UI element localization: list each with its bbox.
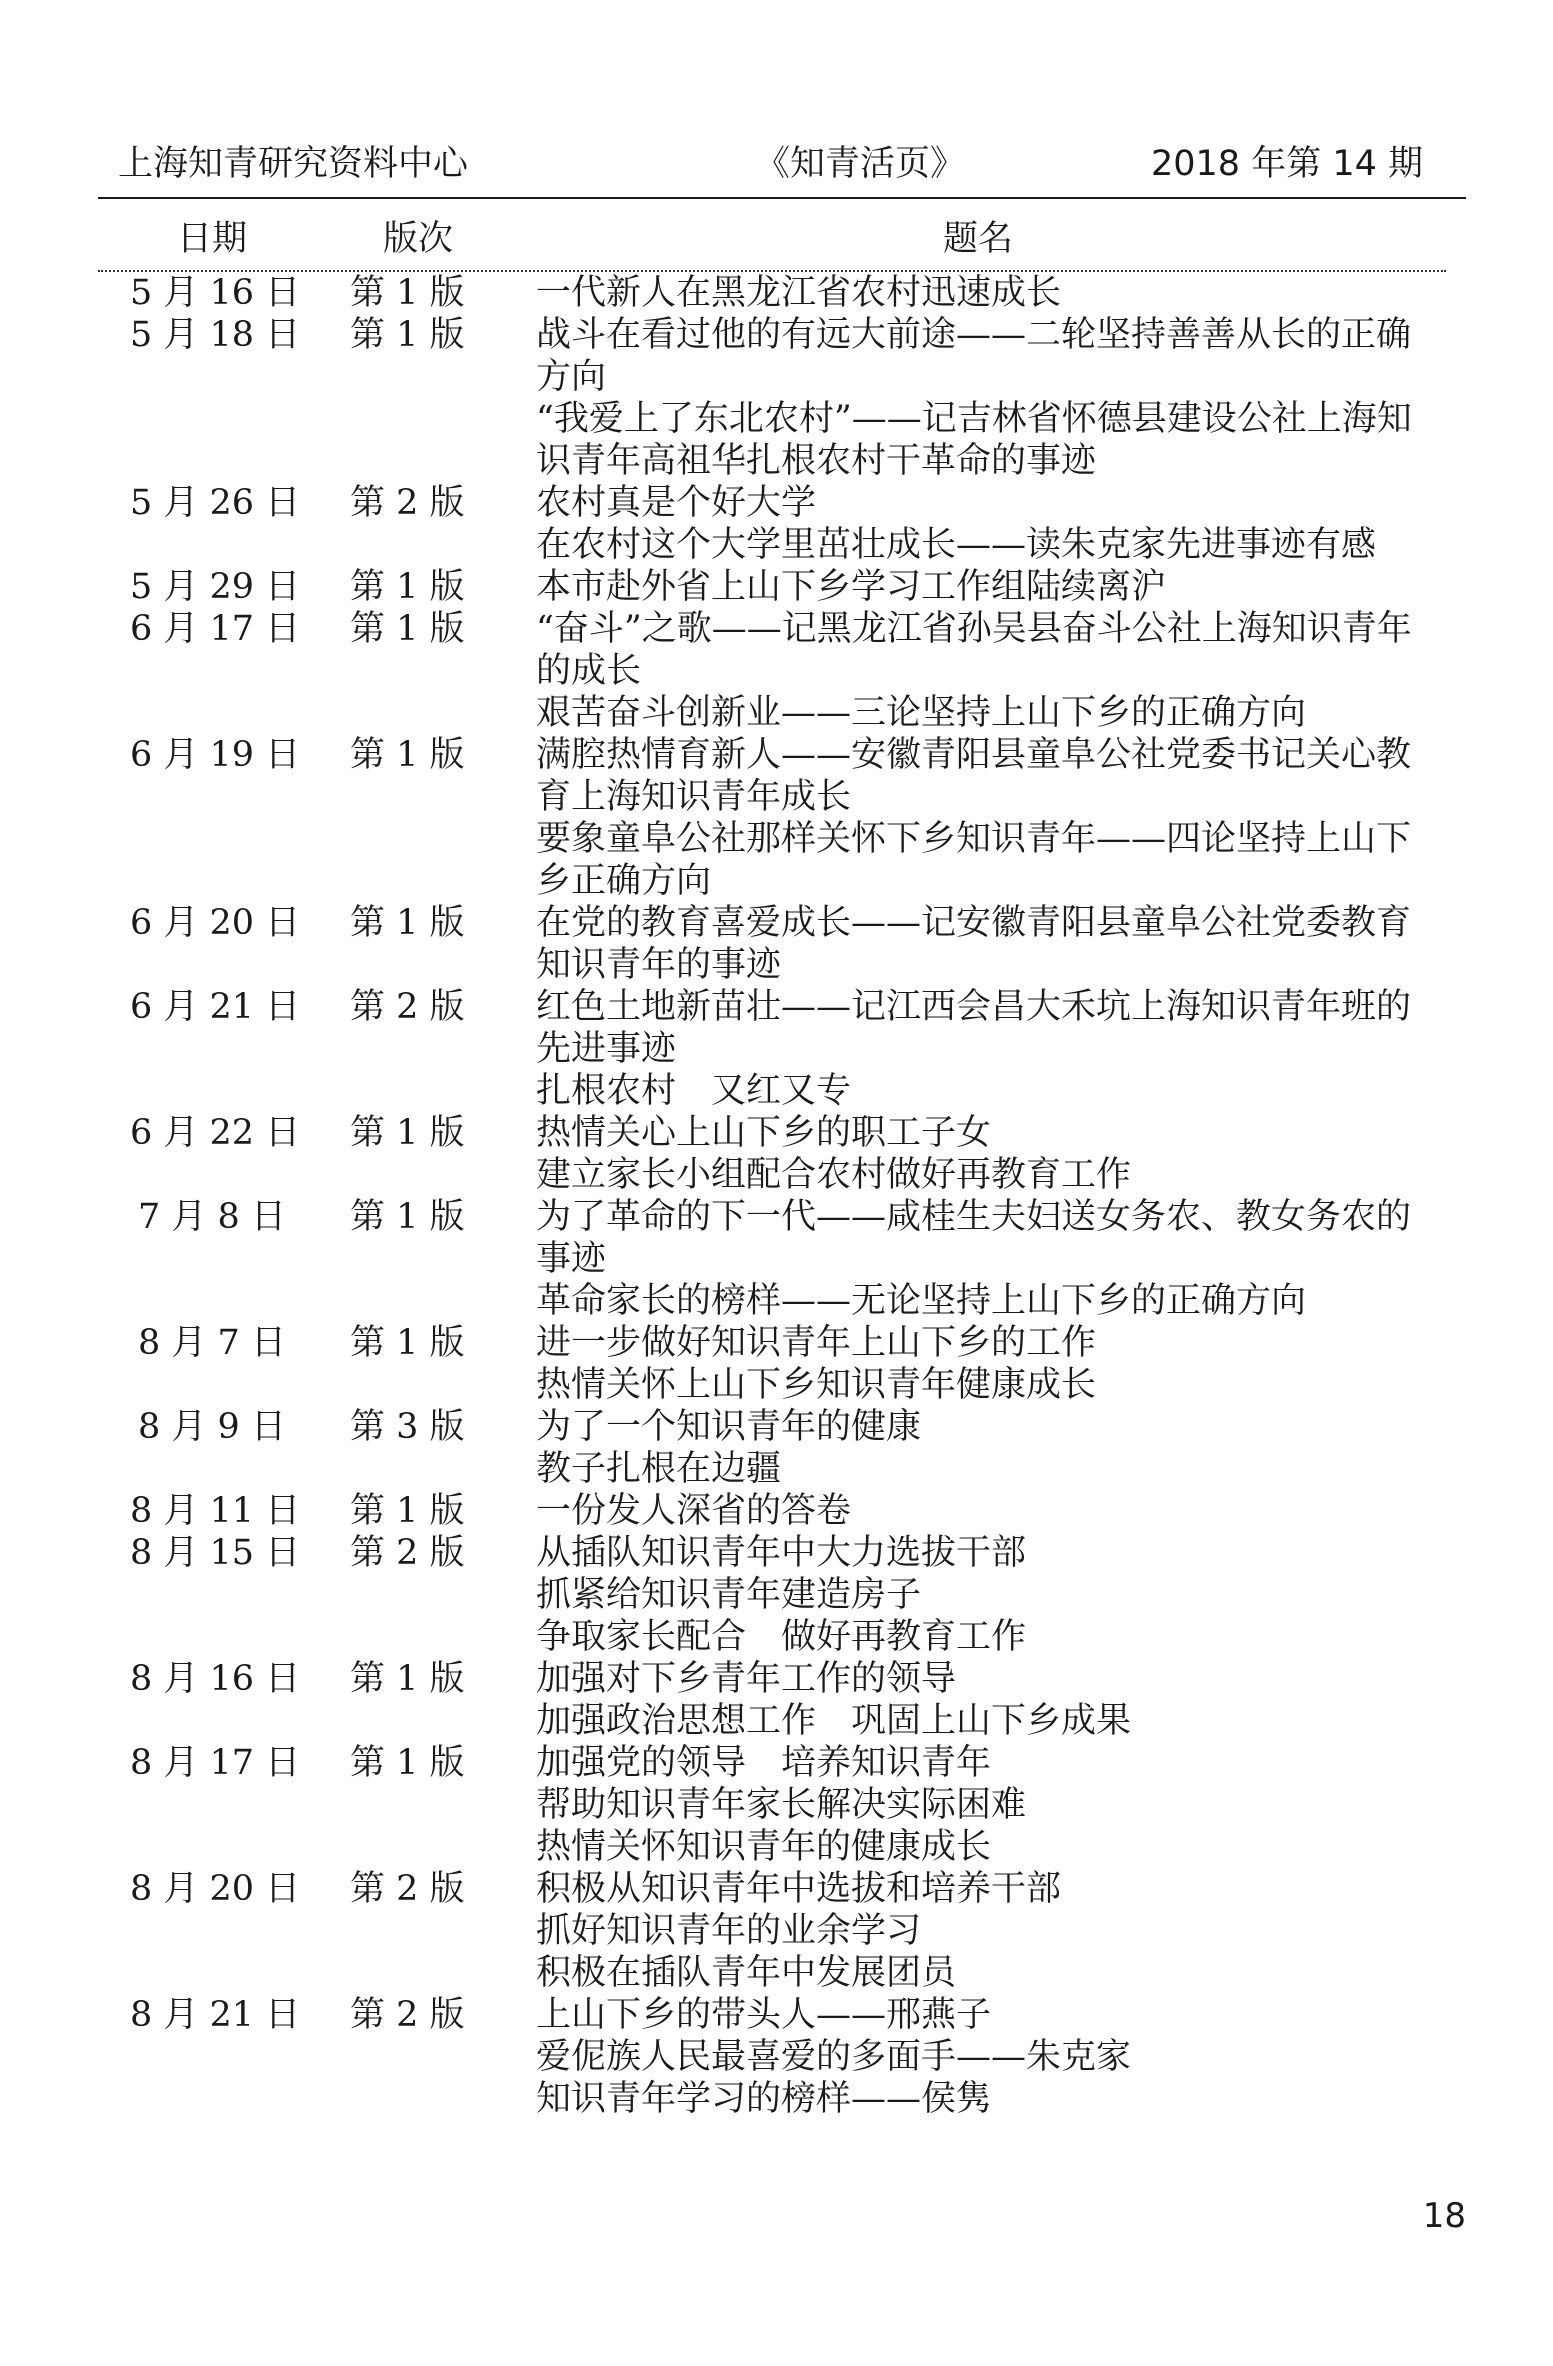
row-titles <box>536 1994 1430 2120</box>
row-date: 5 月 18 日 <box>130 315 301 355</box>
row-titles <box>536 1868 1430 1994</box>
article-title: 教子扎根在边疆 <box>536 1449 782 1489</box>
row-date: 8 月 21 日 <box>130 1995 301 2035</box>
table-row <box>0 1868 1553 1994</box>
table-row <box>0 986 1553 1112</box>
row-edition: 第 1 版 <box>350 609 465 649</box>
column-header-date: 日期 <box>176 219 248 259</box>
article-title: 加强政治思想工作 巩固上山下乡成果 <box>536 1701 1132 1741</box>
article-title: 革命家长的榜样——无论坚持上山下乡的正确方向 <box>536 1281 1307 1321</box>
column-header-edition: 版次 <box>382 219 454 259</box>
article-title: 为了一个知识青年的健康 <box>536 1407 922 1447</box>
article-title: 积极从知识青年中选拔和培养干部 <box>536 1869 1062 1909</box>
row-edition: 第 3 版 <box>350 1407 465 1447</box>
table-row <box>0 1532 1553 1658</box>
row-edition: 第 1 版 <box>350 735 465 775</box>
article-title: 本市赴外省上山下乡学习工作组陆续离沪 <box>536 567 1167 607</box>
row-titles <box>536 1112 1430 1196</box>
row-edition: 第 2 版 <box>350 1533 465 1573</box>
row-titles <box>536 314 1430 482</box>
row-date: 6 月 21 日 <box>130 987 301 1027</box>
table-row <box>0 566 1553 608</box>
table-row <box>0 1322 1553 1406</box>
row-titles <box>536 734 1430 902</box>
row-date: 8 月 16 日 <box>130 1659 301 1699</box>
row-edition: 第 1 版 <box>350 1491 465 1531</box>
article-title: 进一步做好知识青年上山下乡的工作 <box>536 1323 1097 1363</box>
table-row <box>0 1406 1553 1490</box>
table-row <box>0 902 1553 986</box>
article-title: 为了革命的下一代——咸桂生夫妇送女务农、教女务农的事迹 <box>536 1197 1412 1279</box>
page-number: 18 <box>1422 2196 1466 2236</box>
article-title: 红色土地新苗壮——记江西会昌大禾坑上海知识青年班的先进事迹 <box>536 987 1412 1069</box>
table-row <box>0 1658 1553 1742</box>
row-edition: 第 1 版 <box>350 1113 465 1153</box>
header-publisher: 上海知青研究资料中心 <box>118 144 469 184</box>
article-title: 满腔热情育新人——安徽青阳县童阜公社党委书记关心教育上海知识青年成长 <box>536 735 1412 817</box>
article-index-table <box>0 272 1553 2120</box>
row-date: 6 月 17 日 <box>130 609 301 649</box>
row-date: 6 月 20 日 <box>130 903 301 943</box>
row-titles <box>536 1658 1430 1742</box>
table-row <box>0 734 1553 902</box>
row-titles <box>536 1406 1430 1490</box>
row-date: 5 月 16 日 <box>130 273 301 313</box>
table-row <box>0 1994 1553 2120</box>
table-row <box>0 482 1553 566</box>
table-row <box>0 1742 1553 1868</box>
article-title: 在农村这个大学里茁壮成长——读朱克家先进事迹有感 <box>536 525 1377 565</box>
article-title: 热情关怀上山下乡知识青年健康成长 <box>536 1365 1097 1405</box>
row-titles <box>536 1532 1430 1658</box>
table-row <box>0 1196 1553 1322</box>
column-headers <box>0 211 1553 261</box>
header-issue: 2018 年第 14 期 <box>1151 144 1423 184</box>
table-row <box>0 272 1553 314</box>
page-header <box>118 136 1423 192</box>
row-edition: 第 1 版 <box>350 315 465 355</box>
row-edition: 第 2 版 <box>350 987 465 1027</box>
article-title: 帮助知识青年家长解决实际困难 <box>536 1785 1027 1825</box>
row-date: 6 月 19 日 <box>130 735 301 775</box>
article-title: 热情关怀知识青年的健康成长 <box>536 1827 992 1867</box>
row-titles <box>536 986 1430 1112</box>
article-title: 扎根农村 又红又专 <box>536 1071 852 1111</box>
article-title: 在党的教育喜爱成长——记安徽青阳县童阜公社党委教育知识青年的事迹 <box>536 903 1412 985</box>
article-title: 上山下乡的带头人——邢燕子 <box>536 1995 992 2035</box>
article-title: 战斗在看过他的有远大前途——二轮坚持善善从长的正确方向 <box>536 315 1412 397</box>
row-edition: 第 1 版 <box>350 1323 465 1363</box>
article-title: 艰苦奋斗创新业——三论坚持上山下乡的正确方向 <box>536 693 1307 733</box>
article-title: 积极在插队青年中发展团员 <box>536 1953 957 1993</box>
table-row <box>0 1112 1553 1196</box>
row-edition: 第 2 版 <box>350 483 465 523</box>
row-date: 6 月 22 日 <box>130 1113 301 1153</box>
row-date: 8 月 9 日 <box>138 1407 286 1447</box>
row-date: 7 月 8 日 <box>138 1197 286 1237</box>
article-title: 热情关心上山下乡的职工子女 <box>536 1113 992 1153</box>
row-date: 8 月 15 日 <box>130 1533 301 1573</box>
row-edition: 第 1 版 <box>350 1743 465 1783</box>
row-edition: 第 1 版 <box>350 1659 465 1699</box>
article-title: 从插队知识青年中大力选拔干部 <box>536 1533 1027 1573</box>
row-date: 8 月 17 日 <box>130 1743 301 1783</box>
row-edition: 第 1 版 <box>350 1197 465 1237</box>
column-header-title: 题名 <box>942 219 1014 259</box>
article-title: 抓紧给知识青年建造房子 <box>536 1575 922 1615</box>
row-date: 5 月 29 日 <box>130 567 301 607</box>
header-rule <box>98 197 1466 199</box>
row-titles <box>536 1322 1430 1406</box>
article-title: “我爱上了东北农村”——记吉林省怀德县建设公社上海知识青年高祖华扎根农村干革命的事迹 <box>536 399 1412 481</box>
row-edition: 第 1 版 <box>350 273 465 313</box>
row-edition: 第 2 版 <box>350 1995 465 2035</box>
row-titles <box>536 566 1430 608</box>
article-title: 抓好知识青年的业余学习 <box>536 1911 922 1951</box>
article-title: 一代新人在黑龙江省农村迅速成长 <box>536 273 1062 313</box>
article-title: 加强对下乡青年工作的领导 <box>536 1659 957 1699</box>
row-titles <box>536 482 1430 566</box>
row-edition: 第 1 版 <box>350 903 465 943</box>
row-date: 8 月 11 日 <box>130 1491 301 1531</box>
article-title: 农村真是个好大学 <box>536 483 817 523</box>
article-title: 加强党的领导 培养知识青年 <box>536 1743 992 1783</box>
article-title: 知识青年学习的榜样——侯隽 <box>536 2079 992 2119</box>
row-titles <box>536 608 1430 734</box>
article-title: 爱伲族人民最喜爱的多面手——朱克家 <box>536 2037 1132 2077</box>
row-titles <box>536 902 1430 986</box>
article-title: 建立家长小组配合农村做好再教育工作 <box>536 1155 1132 1195</box>
article-title: 争取家长配合 做好再教育工作 <box>536 1617 1027 1657</box>
table-row <box>0 1490 1553 1532</box>
table-row <box>0 608 1553 734</box>
row-titles <box>536 1196 1430 1322</box>
row-date: 5 月 26 日 <box>130 483 301 523</box>
row-titles <box>536 1742 1430 1868</box>
article-title: “奋斗”之歌——记黑龙江省孙吴县奋斗公社上海知识青年的成长 <box>536 609 1412 691</box>
row-edition: 第 2 版 <box>350 1869 465 1909</box>
row-date: 8 月 20 日 <box>130 1869 301 1909</box>
row-edition: 第 1 版 <box>350 567 465 607</box>
row-titles <box>536 1490 1430 1532</box>
header-publication-title: 《知青活页》 <box>755 144 966 184</box>
table-row <box>0 314 1553 482</box>
article-title: 要象童阜公社那样关怀下乡知识青年——四论坚持上山下乡正确方向 <box>536 819 1412 901</box>
article-title: 一份发人深省的答卷 <box>536 1491 852 1531</box>
row-date: 8 月 7 日 <box>138 1323 286 1363</box>
row-titles <box>536 272 1430 314</box>
